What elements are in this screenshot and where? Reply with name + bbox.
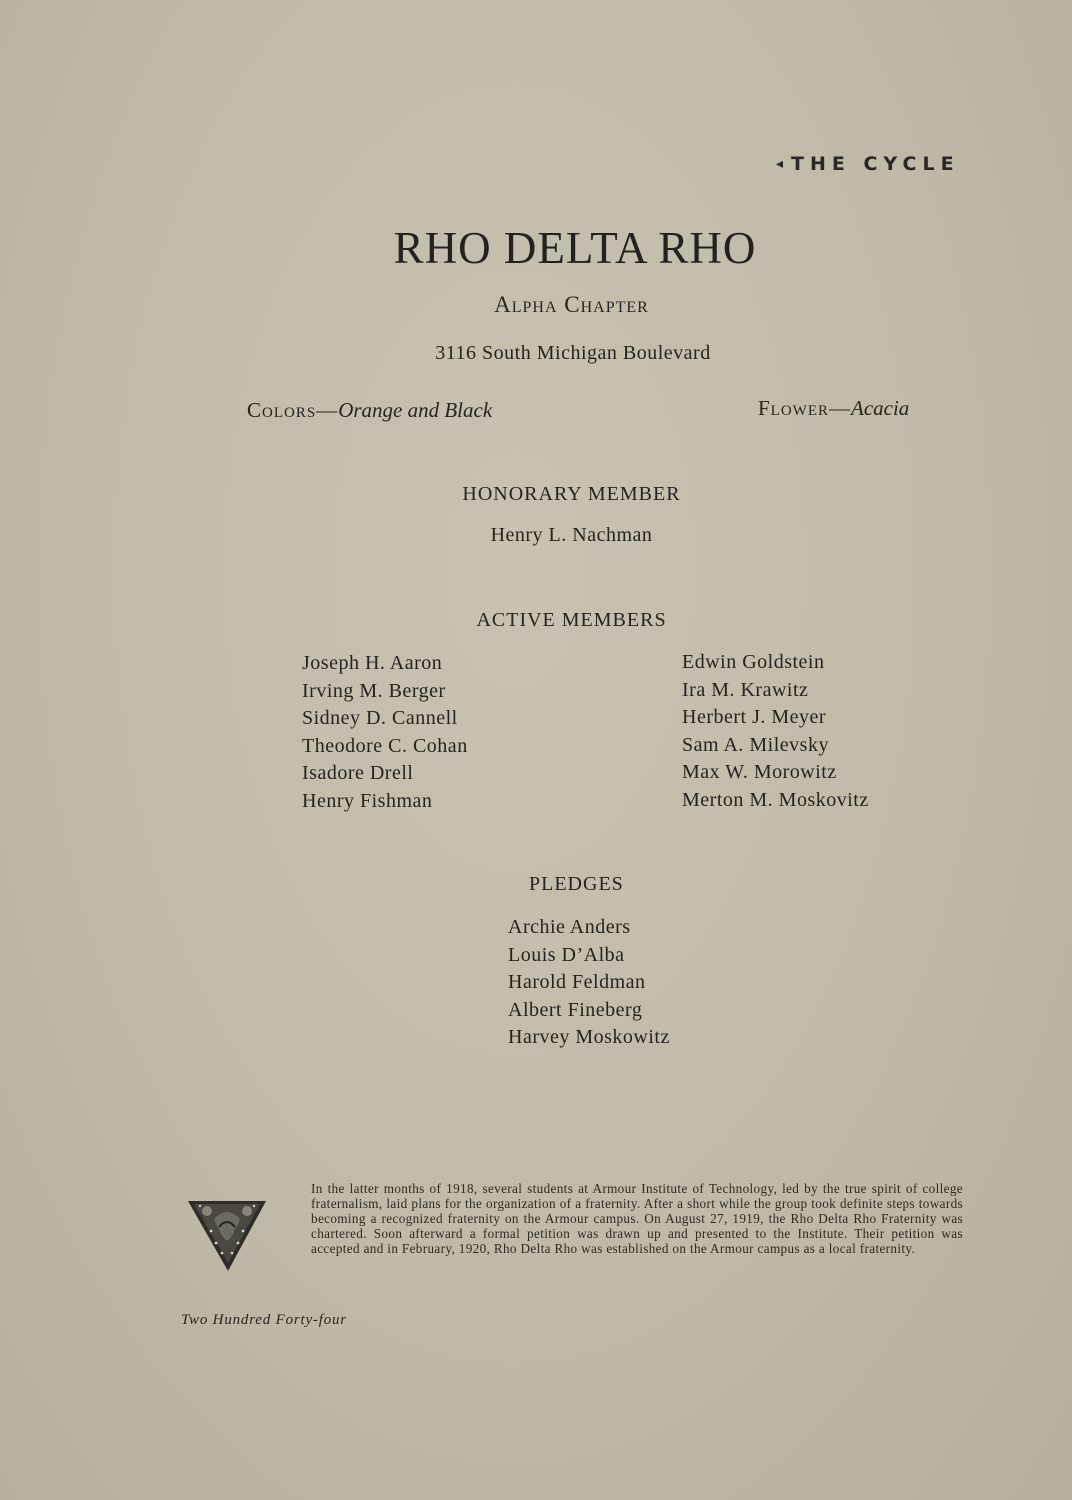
flower-value: Acacia [851,396,910,420]
flower-line [758,396,909,421]
active-members-left-column [302,650,468,816]
honorary-member-name: Henry L. Nachman [490,524,653,546]
member-name: Isadore Drell [302,762,414,785]
colors-value: Orange and Black [338,398,493,422]
pledges-list [508,914,670,1052]
header-arrow-icon: ◂ [776,156,788,172]
member-name: Merton M. Moskovitz [682,788,869,811]
member-name: Sam A. Milevsky [682,733,829,756]
pledge-name: Louis D’Alba [508,943,625,966]
pledge-name: Harvey Moskowitz [508,1026,670,1049]
member-name: Edwin Goldstein [682,651,825,673]
pledge-name: Archie Anders [508,916,631,938]
member-name: Joseph H. Aaron [302,652,443,674]
chapter-address: 3116 South Michigan Boulevard [435,342,711,364]
history-paragraph: In the latter months of 1918, several students at Armour Institute of Technology, led by the true spirit of college fraternalism, laid plans for the organization of a fraternity. After a short while the group took definite steps towards becoming a recognized fraternity on the Armour campus. On August 27, 1919, the Rho Delta Rho Fraternity was chartered. Soon afterward a formal petition was drawn up and presented to the Institute. Their petition was accepted and in February, 1920, Rho Delta Rho was established on the Armour campus as a local fraternity. [311,1181,963,1257]
member-name: Ira M. Krawitz [682,678,809,701]
chapter-name: Alpha Chapter [494,292,649,317]
active-heading: ACTIVE MEMBERS [476,609,667,631]
member-name: Sidney D. Cannell [302,707,458,730]
member-name: Henry Fishman [302,789,433,812]
running-header [776,153,976,175]
page-title: RHO DELTA RHO [393,223,757,273]
honorary-heading: HONORARY MEMBER [462,483,681,505]
colors-line [247,398,492,423]
fraternity-crest-icon [186,1197,268,1273]
colors-label: Colors— [247,398,339,422]
page-number: Two Hundred Forty-four [181,1312,347,1328]
pledge-name: Albert Fineberg [508,998,643,1021]
member-name: Theodore C. Cohan [302,734,468,757]
active-members-right-column [682,649,869,815]
member-name: Irving M. Berger [302,679,446,702]
pledges-heading: PLEDGES [529,873,624,895]
member-name: Max W. Morowitz [682,761,837,784]
header-text: THE CYCLE [791,153,960,175]
member-name: Herbert J. Meyer [682,706,827,729]
pledge-name: Harold Feldman [508,971,646,994]
flower-label: Flower— [758,396,851,420]
